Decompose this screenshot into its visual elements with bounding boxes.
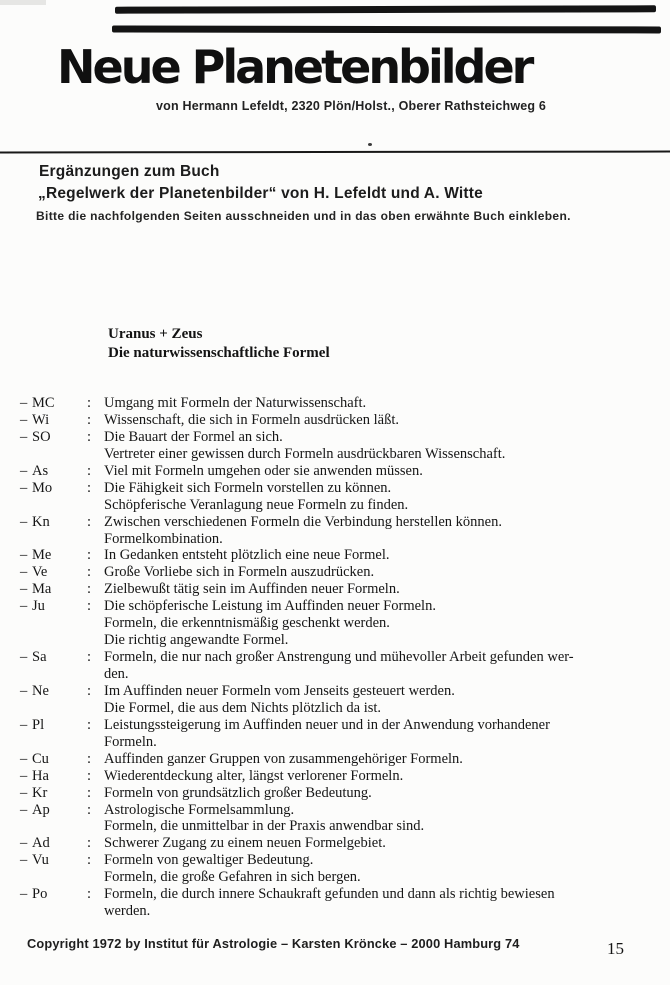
entry-text: den. xyxy=(104,666,129,682)
entry-colon xyxy=(87,497,104,514)
entry-row xyxy=(0,886,670,903)
entry-colon xyxy=(87,903,104,920)
entry-colon xyxy=(87,615,104,632)
entry-label xyxy=(32,632,87,649)
entry-row xyxy=(0,615,670,632)
entry-colon: : xyxy=(87,411,92,428)
entry-text: werden. xyxy=(104,903,151,920)
entry-row xyxy=(0,751,670,768)
entry-row xyxy=(0,514,670,531)
entry-row xyxy=(0,581,670,598)
entry-dash xyxy=(20,666,32,683)
entry-row xyxy=(0,632,670,649)
page-number: 15 xyxy=(607,939,624,958)
entry-text: Große Vorliebe sich in Formeln auszudrücken. xyxy=(104,564,375,581)
entry-text: Astrologische Formelsammlung. xyxy=(104,801,295,818)
entry-row xyxy=(0,903,670,920)
entry-label: Ma xyxy=(32,581,52,598)
entry-dash xyxy=(20,446,32,463)
entry-dash xyxy=(20,903,32,920)
entry-dash xyxy=(20,497,32,514)
entry-dash xyxy=(20,632,32,649)
entry-text: Formeln, die unmittelbar in der Praxis anwendbar sind. xyxy=(104,818,425,835)
section-heading-planets: Uranus + Zeus xyxy=(108,326,203,342)
entry-colon: : xyxy=(87,649,92,666)
entry-row xyxy=(0,395,670,412)
entry-colon xyxy=(87,700,104,717)
entry-colon: : xyxy=(87,564,92,581)
entry-colon xyxy=(87,666,104,683)
entry-dash: – xyxy=(20,547,28,564)
entry-colon: : xyxy=(87,852,92,869)
entry-label: Ad xyxy=(32,835,50,852)
entry-text: Wiederentdeckung alter, längst verlorener Formeln. xyxy=(104,767,404,784)
entry-text: Formeln, die große Gefahren in sich bergen. xyxy=(104,869,361,886)
entry-label: Sa xyxy=(32,649,47,666)
entry-colon xyxy=(87,632,104,649)
entry-colon: : xyxy=(87,682,92,699)
entry-dash xyxy=(20,818,32,835)
entry-label xyxy=(32,734,87,751)
entry-colon: : xyxy=(87,835,92,852)
entry-dash xyxy=(20,615,32,632)
entry-row xyxy=(0,802,670,819)
entry-dash: – xyxy=(20,598,28,615)
entry-label: As xyxy=(32,462,49,479)
entry-text: Zielbewußt tätig sein im Auffinden neuer Formeln. xyxy=(104,581,400,598)
entry-label: Kr xyxy=(32,784,48,801)
entry-row xyxy=(0,683,670,700)
entry-row xyxy=(0,869,670,886)
entry-row xyxy=(0,531,670,548)
entry-dash: – xyxy=(20,564,28,581)
entry-colon: : xyxy=(87,581,92,598)
entry-text: Formeln, die erkenntnismäßig geschenkt werden. xyxy=(104,615,390,632)
entry-text: Im Auffinden neuer Formeln vom Jenseits gesteuert werden. xyxy=(104,682,455,699)
entry-row xyxy=(0,666,670,683)
entry-row xyxy=(0,429,670,446)
intro-book-reference: „Regelwerk der Planetenbilder“ von H. Lefeldt und A. Witte xyxy=(38,185,483,202)
entry-dash: – xyxy=(20,716,28,733)
entry-colon: : xyxy=(87,479,92,496)
entry-label: Kn xyxy=(32,513,50,530)
entry-text: Formelkombination. xyxy=(104,530,223,547)
entry-label xyxy=(32,531,87,548)
entry-dash: – xyxy=(20,801,28,818)
entry-text: Formeln von gewaltiger Bedeutung. xyxy=(104,852,314,869)
entry-text: Leistungssteigerung im Auffinden neuer und in der Anwendung vorhandener xyxy=(104,716,550,733)
entry-label: Ju xyxy=(32,598,45,615)
entry-text: Die Fähigkeit sich Formeln vorstellen zu können. xyxy=(104,479,392,496)
entry-colon: : xyxy=(87,716,92,733)
entry-label: Ap xyxy=(32,801,50,818)
section-heading xyxy=(108,325,330,363)
entry-dash: – xyxy=(20,886,28,903)
entry-text: Formeln, die durch innere Schaukraft gefunden und dann als richtig bewiesen xyxy=(104,886,555,903)
entry-text: Auffinden ganzer Gruppen von zusammengehöriger Formeln. xyxy=(104,750,463,767)
entry-row xyxy=(0,717,670,734)
entry-text: Die Bauart der Formel an sich. xyxy=(104,428,283,445)
entry-text: Wissenschaft, die sich in Formeln ausdrücken läßt. xyxy=(104,411,399,428)
entry-dash: – xyxy=(20,767,28,784)
entry-label xyxy=(32,446,87,463)
entry-colon: : xyxy=(87,784,92,801)
entry-label xyxy=(32,615,87,632)
entry-label: Po xyxy=(32,886,48,903)
entry-label: Vu xyxy=(32,852,49,869)
entry-colon xyxy=(87,869,104,886)
section-heading-formula: Die naturwissenschaftliche Formel xyxy=(108,345,330,361)
entry-row xyxy=(0,835,670,852)
entry-label xyxy=(32,497,87,514)
entry-label: Pl xyxy=(32,716,45,733)
entry-row xyxy=(0,852,670,869)
entry-colon xyxy=(87,531,104,548)
entry-dash: – xyxy=(20,411,28,428)
entry-dash: – xyxy=(20,852,28,869)
entry-dash: – xyxy=(20,581,28,598)
entry-label: SO xyxy=(32,428,51,445)
entry-text: In Gedanken entsteht plötzlich eine neue Formel. xyxy=(104,547,390,564)
entry-dash xyxy=(20,700,32,717)
entry-dash: – xyxy=(20,462,28,479)
masthead-subtitle: von Hermann Lefeldt, 2320 Plön/Holst., Oberer Rathsteichweg 6 xyxy=(156,99,547,113)
entry-text: Die Formel, die aus dem Nichts plötzlich da ist. xyxy=(104,699,382,716)
entry-label: Ne xyxy=(32,682,49,699)
entry-row xyxy=(0,446,670,463)
entry-dash: – xyxy=(20,750,28,767)
entry-colon: : xyxy=(87,801,92,818)
entry-text: Viel mit Formeln umgehen oder sie anwenden müssen. xyxy=(104,462,423,479)
scan-artifact-corner xyxy=(0,0,46,5)
entry-row xyxy=(0,547,670,564)
entry-dash xyxy=(20,531,32,548)
entry-row xyxy=(0,785,670,802)
entry-label: Mo xyxy=(32,479,53,496)
entry-colon: : xyxy=(87,767,92,784)
entry-row xyxy=(0,412,670,429)
entry-row xyxy=(0,768,670,785)
entry-row xyxy=(0,700,670,717)
scan-artifact-dot xyxy=(368,143,372,146)
entry-row xyxy=(0,734,670,751)
entry-text: Die schöpferische Leistung im Auffinden neuer Formeln. xyxy=(104,598,436,615)
entry-label xyxy=(32,903,87,920)
entry-text: Schöpferische Veranlagung neue Formeln zu finden. xyxy=(104,496,409,513)
entry-colon: : xyxy=(87,462,92,479)
entry-list xyxy=(0,395,670,920)
scan-artifact-bar-top xyxy=(115,5,656,13)
entry-text: Formeln, die nur nach großer Anstrengung und mühevoller Arbeit gefunden wer- xyxy=(104,649,574,666)
entry-text: Zwischen verschiedenen Formeln die Verbindung herstellen können. xyxy=(104,513,502,530)
entry-row xyxy=(0,564,670,581)
intro-heading: Ergänzungen zum Buch xyxy=(39,163,220,180)
entry-colon: : xyxy=(87,886,92,903)
entry-dash xyxy=(20,734,32,751)
intro-instruction-note: Bitte die nachfolgenden Seiten ausschneiden und in das oben erwähnte Buch einkleben. xyxy=(36,209,571,223)
entry-label: Wi xyxy=(32,411,50,428)
entry-text: Formeln von grundsätzlich großer Bedeutung. xyxy=(104,784,372,801)
entry-text: Formeln. xyxy=(104,733,157,750)
entry-colon: : xyxy=(87,750,92,767)
entry-dash: – xyxy=(20,395,28,411)
entry-colon xyxy=(87,734,104,751)
entry-dash xyxy=(20,869,32,886)
entry-label: Ha xyxy=(32,767,49,784)
entry-text: Umgang mit Formeln der Naturwissenschaft. xyxy=(104,395,367,411)
entry-dash: – xyxy=(20,428,28,445)
entry-dash: – xyxy=(20,682,28,699)
entry-label xyxy=(32,818,87,835)
footer-copyright: Copyright 1972 by Institut für Astrologie – Karsten Kröncke – 2000 Hamburg 74 xyxy=(27,936,520,951)
masthead-title: Neue Planetenbilder xyxy=(57,40,532,94)
entry-label: Cu xyxy=(32,750,49,767)
entry-label xyxy=(32,666,87,683)
entry-dash: – xyxy=(20,513,28,530)
entry-text: Schwerer Zugang zu einem neuen Formelgebiet. xyxy=(104,835,386,852)
entry-row xyxy=(0,818,670,835)
entry-colon xyxy=(87,818,104,835)
entry-colon: : xyxy=(87,395,92,411)
entry-label xyxy=(32,700,87,717)
scan-artifact-bar-bottom xyxy=(112,26,661,34)
entry-row xyxy=(0,480,670,497)
entry-dash: – xyxy=(20,649,28,666)
entry-colon: : xyxy=(87,428,92,445)
entry-row xyxy=(0,598,670,615)
entry-label xyxy=(32,869,87,886)
entry-dash: – xyxy=(20,835,28,852)
entry-label: MC xyxy=(32,395,55,411)
entry-dash: – xyxy=(20,479,28,496)
entry-label: Me xyxy=(32,547,52,564)
horizontal-rule xyxy=(0,151,670,154)
entry-colon: : xyxy=(87,547,92,564)
entry-colon xyxy=(87,446,104,463)
entry-label: Ve xyxy=(32,564,48,581)
entry-text: Die richtig angewandte Formel. xyxy=(104,632,289,649)
entry-dash: – xyxy=(20,784,28,801)
entry-row xyxy=(0,463,670,480)
entry-row xyxy=(0,497,670,514)
entry-colon: : xyxy=(87,598,92,615)
entry-colon: : xyxy=(87,513,92,530)
entry-row xyxy=(0,649,670,666)
entry-text: Vertreter einer gewissen durch Formeln ausdrückbaren Wissenschaft. xyxy=(104,445,506,462)
